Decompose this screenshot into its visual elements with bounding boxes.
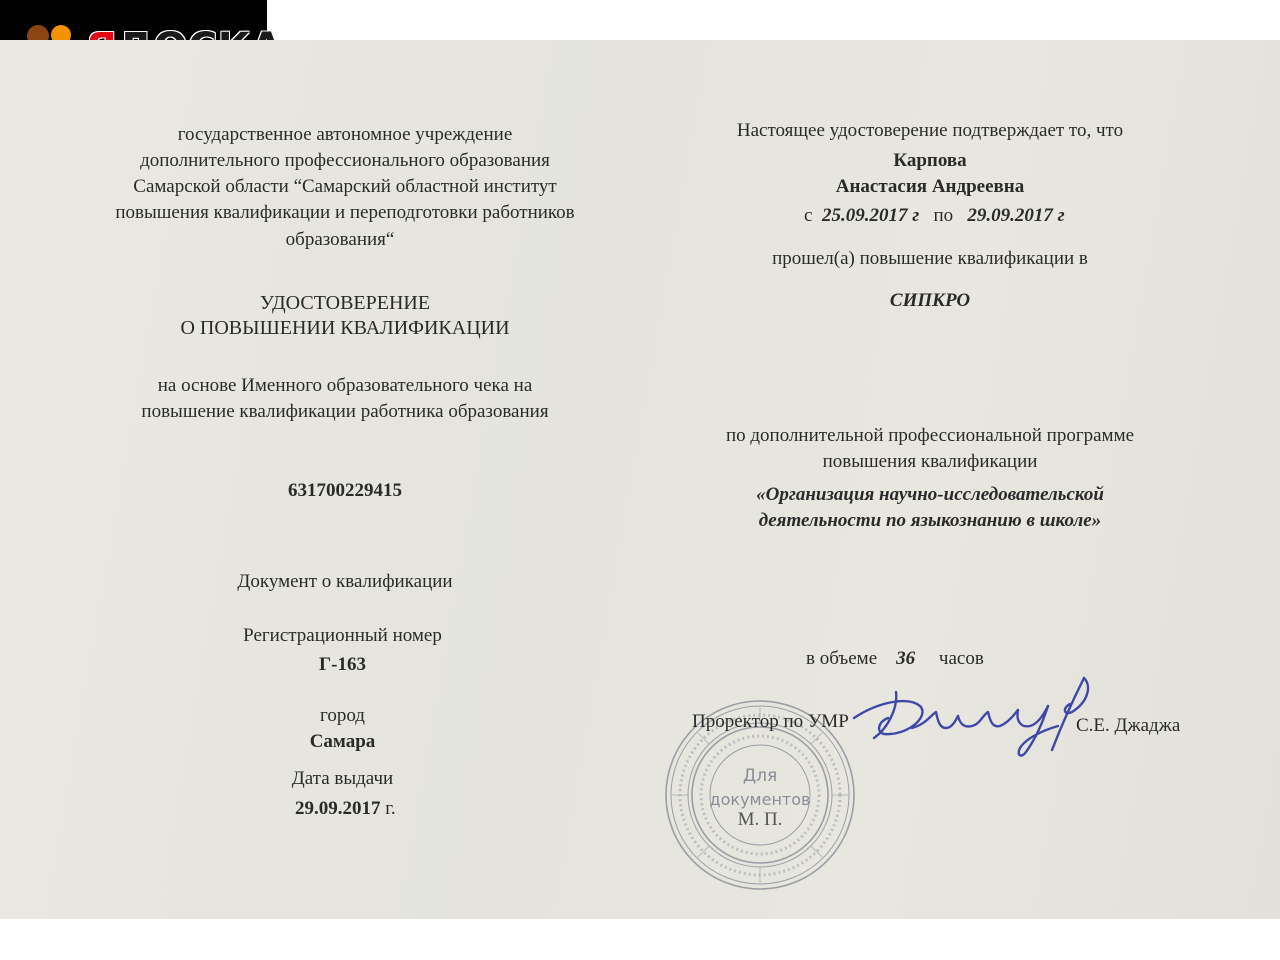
signer-name: С.Е. Джаджа [1076,715,1181,736]
reg-number-value: Г-163 [319,654,366,675]
stamp-line-3: М. П. [737,809,783,830]
program-line-2: повышения квалификации [822,451,1038,472]
reg-number-label: Регистрационный номер [243,625,442,646]
basis-line-1: на основе Именного образовательного чека на [157,375,533,396]
organization: СИПКРО [889,290,971,311]
qualification-doc-label: Документ о квалификации [237,571,453,592]
institution-line-1: государственное автономное учреждение [177,124,513,145]
stamp-line-2: документов [709,790,811,809]
institution-line-3: Самарской области “Самарский областной институт [133,176,557,197]
doc-title-line-2: О ПОВЫШЕНИИ КВАЛИФИКАЦИИ [180,317,510,339]
handwritten-signature-icon [848,672,1108,762]
passed-text: прошел(а) повышение квалификации в [772,248,1088,269]
issue-date: 29.09.2017 г. [295,798,396,819]
signer-role: Проректор по УМР [692,711,849,732]
doc-title-line-1: УДОСТОВЕРЕНИЕ [259,292,431,314]
doc-number: 631700229415 [288,480,402,501]
basis-line-2: повышение квалификации работника образования [141,401,549,422]
city-label: город [320,705,365,726]
volume-hours: в объеме 36 часов [806,648,984,669]
course-period: с 25.09.2017 г по 29.09.2017 г [804,205,1065,226]
confirm-text: Настоящее удостоверение подтверждает то, что [736,120,1124,141]
city-value: Самара [309,731,376,752]
program-name-line-2: деятельности по языкознанию в школе» [758,510,1102,531]
institution-line-2: дополнительного профессионального образования [140,150,550,171]
holder-name: Анастасия Андреевна [835,176,1025,197]
holder-surname: Карпова [893,150,967,171]
issue-date-label: Дата выдачи [291,768,394,789]
stamp-line-1: Для [742,766,778,786]
program-line-1: по дополнительной профессиональной программе [725,425,1135,446]
institution-line-4: повышения квалификации и переподготовки работников [115,202,575,223]
program-name-line-1: «Организация научно-исследовательской [756,484,1104,505]
institution-line-5: образования“ [285,229,395,250]
